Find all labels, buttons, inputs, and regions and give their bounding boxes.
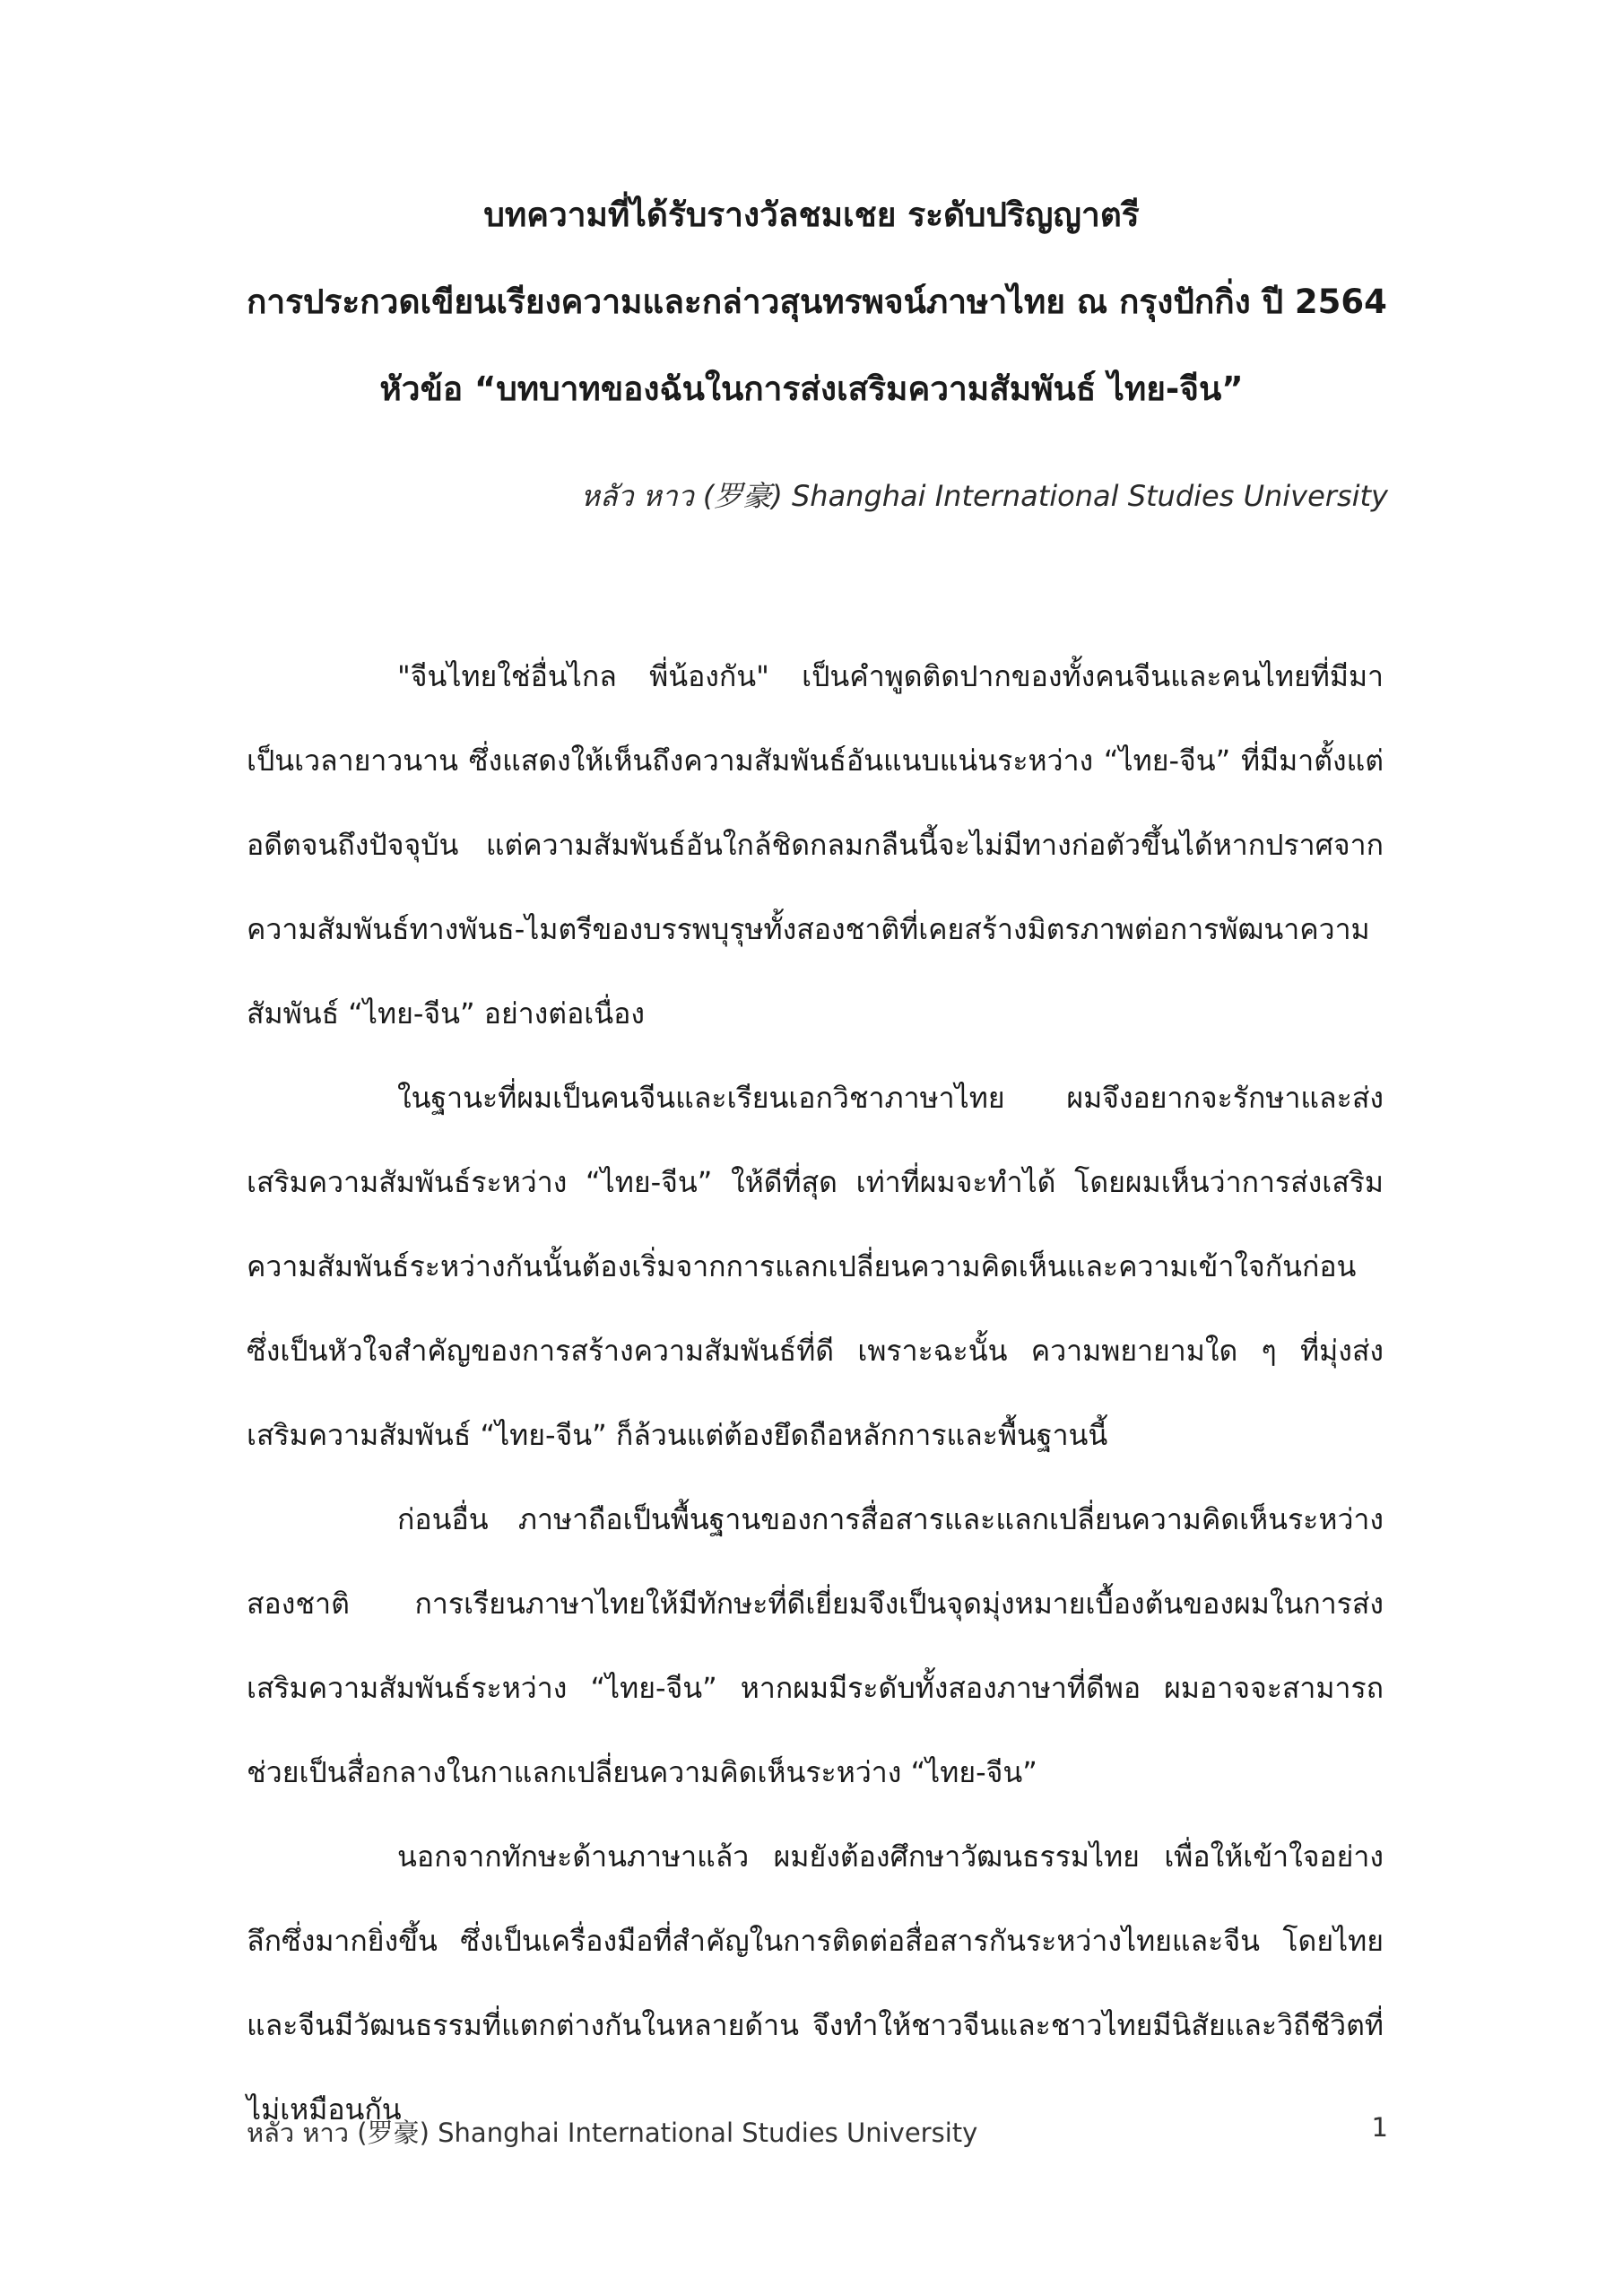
title-line-award: บทความที่ได้รับรางวัลชมเชย ระดับปริญญาตรี bbox=[483, 196, 1140, 234]
title-block bbox=[247, 193, 1387, 454]
paragraph-1: "จีนไทยใช่อื่นไกล พี่น้องกัน" เป็นคำพูดติดปากของทั้งคนจีนและคนไทยที่มีมาเป็นเวลายาวนาน ซึ่งแสดงให้เห็นถึงความสัมพันธ์อันแนบแน่นระหว่าง “ไทย-จีน” ที่มีมาตั้งแต่อดีตจนถึงปัจจุบัน แต่ความสัมพันธ์อันใกล้ชิดกลมกลืนนี้จะไม่มีทางก่อตัวขึ้นได้หากปราศจากความสัมพันธ์ทางพันธ-ไมตรีของบรรพบุรุษทั้งสองชาติที่เคยสร้างมิตรภาพต่อการพัฒนาความสัมพันธ์ “ไทย-จีน” อย่างต่อเนื่อง bbox=[247, 659, 1384, 1031]
title-line-contest: การประกวดเขียนเรียงความและกล่าวสุนทรพจน์ภาษาไทย ณ กรุงปักกิ่ง ปี 2564 bbox=[247, 283, 1387, 321]
author-line: หลัว หาว (罗豪) Shanghai International Studies University bbox=[580, 479, 1388, 513]
paragraph-3: ก่อนอื่น ภาษาถือเป็นพื้นฐานของการสื่อสารและแลกเปลี่ยนความคิดเห็นระหว่างสองชาติ การเรียนภาษาไทยให้มีทักษะที่ดีเยี่ยมจึงเป็นจุดมุ่งหมายเบื้องต้นของผมในการส่งเสริมความสัมพันธ์ระหว่าง “ไทย-จีน” หากผมมีระดับทั้งสองภาษาที่ดีพอ ผมอาจจะสามารถช่วยเป็นสื่อกลางในกาแลกเปลี่ยนความคิดเห็นระหว่าง “ไทย-จีน” bbox=[247, 1502, 1384, 1789]
title-line-topic: หัวข้อ “บทบาทของฉันในการส่งเสริมความสัมพันธ์ ไทย-จีน” bbox=[379, 370, 1244, 408]
paragraph-4: นอกจากทักษะด้านภาษาแล้ว ผมยังต้องศึกษาวัฒนธรรมไทย เพื่อให้เข้าใจอย่างลึกซึ่งมากยิ่งขึ้น ซึ่งเป็นเครื่องมือที่สำคัญในการติดต่อสื่อสารกันระหว่างไทยและจีน โดยไทยและจีนมีวัฒนธรรมที่แตกต่างกันในหลายด้าน จึงทำให้ชาวจีนและชาวไทยมีนิสัยและวิถีชีวิตที่ไม่เหมือนกัน bbox=[247, 1839, 1384, 2126]
body-text bbox=[247, 634, 1384, 2152]
paragraph-2: ในฐานะที่ผมเป็นคนจีนและเรียนเอกวิชาภาษาไทย ผมจึงอยากจะรักษาและส่งเสริมความสัมพันธ์ระหว่าง “ไทย-จีน” ให้ดีที่สุด เท่าที่ผมจะทำได้ โดยผมเห็นว่าการส่งเสริมความสัมพันธ์ระหว่างกันนั้นต้องเริ่มจากการแลกเปลี่ยนความคิดเห็นและความเข้าใจกันก่อน ซึ่งเป็นหัวใจสำคัญของการสร้างความสัมพันธ์ที่ดี เพราะฉะนั้น ความพยายามใด ๆ ที่มุ่งส่งเสริมความสัมพันธ์ “ไทย-จีน” ก็ล้วนแต่ต้องยึดถือหลักการและพื้นฐานนี้ bbox=[247, 1081, 1384, 1452]
page-number: 1 bbox=[1371, 2112, 1388, 2143]
footer-author: หลัว หาว (罗豪) Shanghai International Studies University bbox=[247, 2118, 978, 2148]
